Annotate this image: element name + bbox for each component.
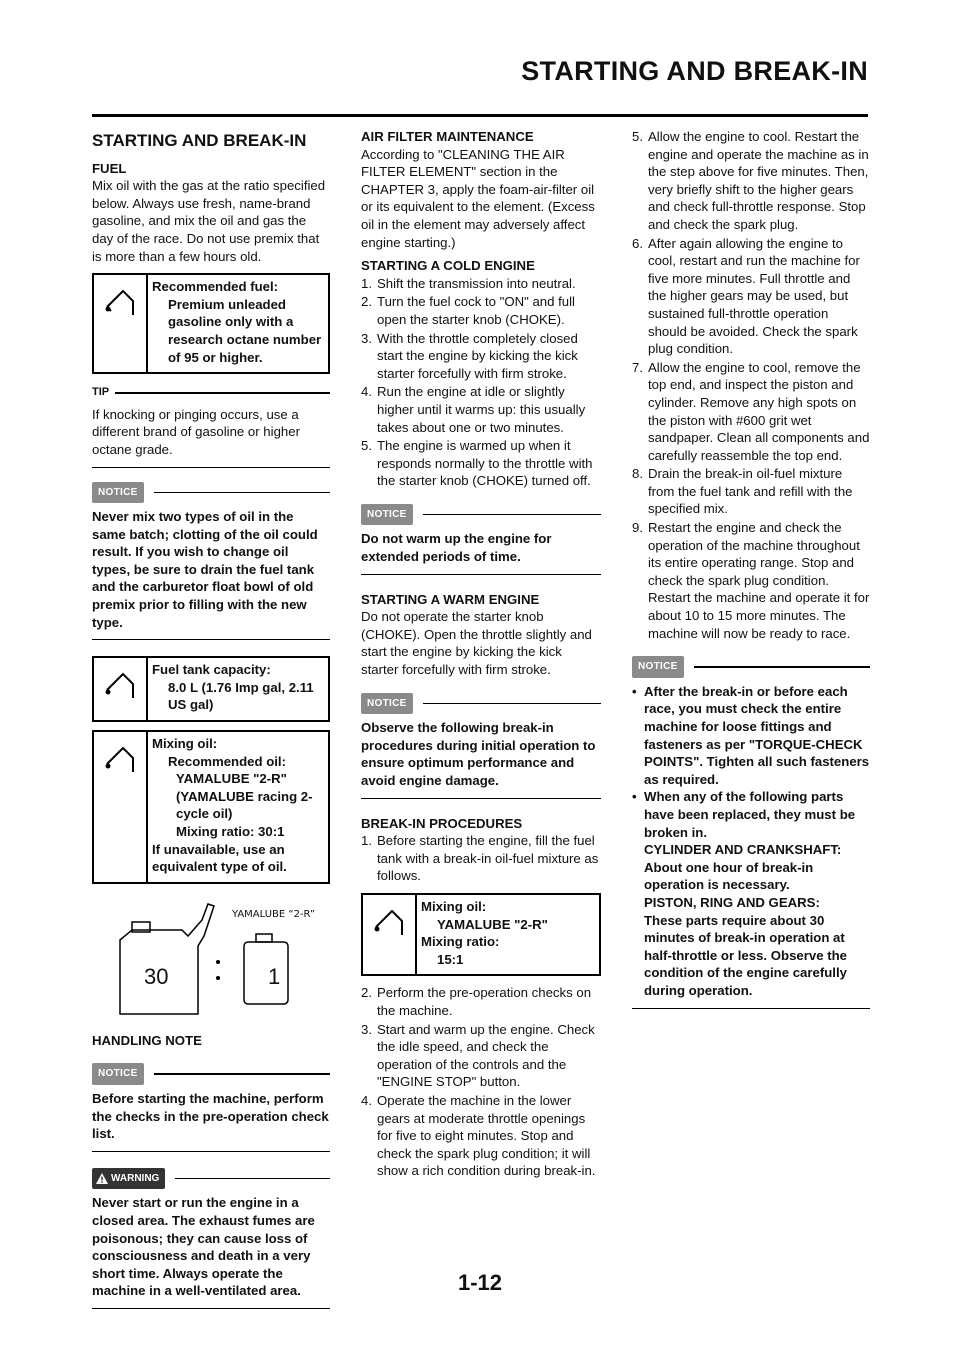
column-middle bbox=[361, 128, 601, 1181]
list-item: 1. Shift the transmission into neutral. bbox=[361, 275, 576, 291]
breakin-steps-final bbox=[632, 128, 870, 642]
spec-box-recommended-fuel bbox=[92, 273, 330, 374]
oil-can-illustration bbox=[92, 896, 330, 1026]
illus-ratio-big: 30 bbox=[144, 963, 169, 989]
list-item: 2. Perform the pre-operation checks on the machine. bbox=[361, 985, 592, 1018]
warning-text: Never start or run the engine in a closed area. The exhaust fumes are poisonous; they can cause loss of consciousness and death in a very short time. Always operate the machine in a well-ventilated area. bbox=[92, 1189, 330, 1309]
cold-engine-heading: STARTING A COLD ENGINE bbox=[361, 258, 535, 274]
column-right bbox=[632, 128, 870, 1025]
spec-ratio: Mixing ratio: 30:1 bbox=[176, 824, 285, 839]
cold-engine-steps bbox=[361, 275, 601, 490]
page-header-title: STARTING AND BREAK-IN bbox=[521, 56, 868, 86]
list-item: • After the break-in or before each race, you must check the entire machine for loose fittings and fasteners as per "TORQUE-CHECK POINTS". Tighten all such fasteners as required. bbox=[632, 683, 870, 787]
page-number: 1-12 bbox=[457, 1270, 503, 1295]
spec-value: 15:1 bbox=[437, 951, 464, 967]
spec-note: If unavailable, use an equivalent type of oil. bbox=[152, 841, 287, 875]
spec-label: Fuel tank capacity: bbox=[152, 662, 271, 678]
column-left bbox=[92, 128, 330, 1325]
warm-engine-heading: STARTING A WARM ENGINE bbox=[361, 591, 540, 607]
spec-value: 8.0 L (1.76 Imp gal, 2.11 US gal) bbox=[168, 679, 314, 713]
notice-block-breakin bbox=[361, 693, 601, 799]
notice-badge: NOTICE bbox=[361, 693, 413, 715]
spec-value: YAMALUBE "2-R" bbox=[437, 916, 548, 932]
list-item: 4. Run the engine at idle or slightly higher until it warms up: this usually takes about one or two minutes. bbox=[361, 384, 586, 435]
notice-block-precheck bbox=[92, 1063, 330, 1151]
warning-label: WARNING bbox=[111, 1172, 160, 1184]
fuel-text: Mix oil with the gas at the ratio specified below. Always use fresh, name-brand gasoline, and mix the oil and gas the day of the race. Do not use premix that is more than a few hours old. bbox=[92, 178, 326, 264]
spec-label: Mixing ratio: bbox=[421, 934, 500, 950]
wrench-icon bbox=[94, 732, 148, 882]
spec-box-breakin-mix bbox=[361, 893, 601, 976]
section-title: STARTING AND BREAK-IN bbox=[92, 131, 307, 150]
wrench-icon bbox=[94, 658, 148, 720]
spec-label: Mixing oil: bbox=[421, 898, 487, 914]
spec-label: Recommended fuel: bbox=[152, 279, 279, 295]
list-item: 3. Start and warm up the engine. Check the idle speed, and check the operation of the controls and the "ENGINE STOP" button. bbox=[361, 1021, 595, 1090]
warm-engine-text: Do not operate the starter knob (CHOKE). Open the throttle slightly and start the engine by kicking the kick starter forcefully with firm stroke. bbox=[361, 609, 592, 678]
notice-block-warmup bbox=[361, 504, 601, 575]
spec-box-fuel-tank bbox=[92, 656, 330, 722]
wrench-icon bbox=[94, 275, 148, 372]
notice-text: Do not warm up the engine for extended periods of time. bbox=[361, 525, 601, 574]
breakin-heading: BREAK-IN PROCEDURES bbox=[361, 815, 523, 831]
list-item: 1. Before starting the engine, fill the fuel tank with a break-in oil-fuel mixture as follows. bbox=[361, 833, 599, 884]
list-item: 7. Allow the engine to cool, remove the top end, and inspect the piston and cylinder. Remove any high spots on the piston with #600 grit wet sandpaper. Clean all components and carefully reassemble the top end. bbox=[632, 359, 870, 463]
tip-block bbox=[92, 384, 330, 467]
spec-value: YAMALUBE "2-R" (YAMALUBE racing 2-cycle oil) bbox=[176, 771, 313, 822]
notice-badge: NOTICE bbox=[92, 1063, 144, 1085]
spec-box-mixing-oil bbox=[92, 730, 330, 884]
header-rule bbox=[92, 114, 868, 117]
list-item: 3. With the throttle completely closed start the engine by kicking the kick starter forcefully with firm stroke. bbox=[361, 330, 578, 381]
illus-ratio-small: 1 bbox=[268, 963, 281, 989]
notice-badge: NOTICE bbox=[632, 656, 684, 678]
wrench-icon bbox=[363, 895, 417, 974]
notice-block-oil-mix bbox=[92, 482, 330, 641]
notice-badge: NOTICE bbox=[92, 482, 144, 504]
list-item: 5. The engine is warmed up when it responds normally to the throttle with the starter knob (CHOKE) turned off. bbox=[361, 438, 593, 489]
tip-label: TIP bbox=[92, 386, 110, 399]
notice-text: Never mix two types of oil in the same batch; clotting of the oil could result. If you wish to change oil types, be sure to drain the fuel tank and the carburetor float bowl of old premix prior to filling with the new type. bbox=[92, 503, 330, 640]
spec-label: Mixing oil: bbox=[152, 736, 218, 752]
air-filter-heading: AIR FILTER MAINTENANCE bbox=[361, 129, 534, 144]
list-item: 2. Turn the fuel cock to "ON" and full open the starter knob (CHOKE). bbox=[361, 294, 575, 327]
notice-badge: NOTICE bbox=[361, 504, 413, 526]
notice-text: Observe the following break-in procedures during initial operation to ensure optimum performance and avoid engine damage. bbox=[361, 714, 601, 798]
illus-label: YAMALUBE “2-R” bbox=[232, 908, 316, 920]
air-filter-text: According to "CLEANING THE AIR FILTER ELEMENT" section in the CHAPTER 3, apply the foam-air-filter oil or its equivalent to the element. (Excess oil in the element may adversely affect engine starting.) bbox=[361, 146, 595, 250]
list-item: 9. Restart the engine and check the operation of the machine throughout its entire operating range. Stop and check the spark plug condition. Restart the machine and operate it for about 10 to 15 more minutes. The machine will now be ready to race. bbox=[632, 520, 870, 641]
breakin-steps-cont bbox=[361, 984, 601, 1180]
notice-text: Before starting the machine, perform the checks in the pre-operation check list. bbox=[92, 1085, 330, 1152]
spec-value: Premium unleaded gasoline only with a research octane number of 95 or higher. bbox=[168, 296, 322, 365]
spec-sub: Recommended oil: bbox=[168, 753, 286, 769]
breakin-steps bbox=[361, 832, 601, 885]
fuel-heading: FUEL bbox=[92, 160, 127, 176]
notice-block-torque bbox=[632, 656, 870, 1008]
warning-triangle-icon bbox=[96, 1173, 108, 1184]
list-item: 5. Allow the engine to cool. Restart the engine and operate the machine as in the step above for five minutes. Then, very briefly shift to the higher gears and check full-throttle response. Stop and check the spark plug. bbox=[632, 129, 869, 232]
list-item: 8. Drain the break-in oil-fuel mixture from the fuel tank and refill with the specified mix. bbox=[632, 466, 853, 517]
list-item: 6. After again allowing the engine to cool, restart and run the machine for five more minutes. Full throttle and the higher gears may be used, but sustained full-throttle operation should be avoided. Check the spark plug condition. bbox=[632, 235, 860, 357]
list-item: • When any of the following parts have been replaced, they must be broken in. CYLINDER AND CRANKSHAFT: About one hour of break-in operation is necessary. PISTON, RING AND GEARS: These parts require about 30 minutes of break-in operation at half-throttle or less. Observe the condition of the engine carefully during operation. bbox=[632, 789, 856, 998]
handling-heading: HANDLING NOTE bbox=[92, 1032, 202, 1048]
list-item: 4. Operate the machine in the lower gears at moderate throttle openings for five to eight minutes. Stop and check the spark plug condition; it will show a rich condition during break-in. bbox=[361, 1092, 596, 1179]
tip-text: If knocking or pinging occurs, use a different brand of gasoline or higher octane grade. bbox=[92, 402, 330, 468]
